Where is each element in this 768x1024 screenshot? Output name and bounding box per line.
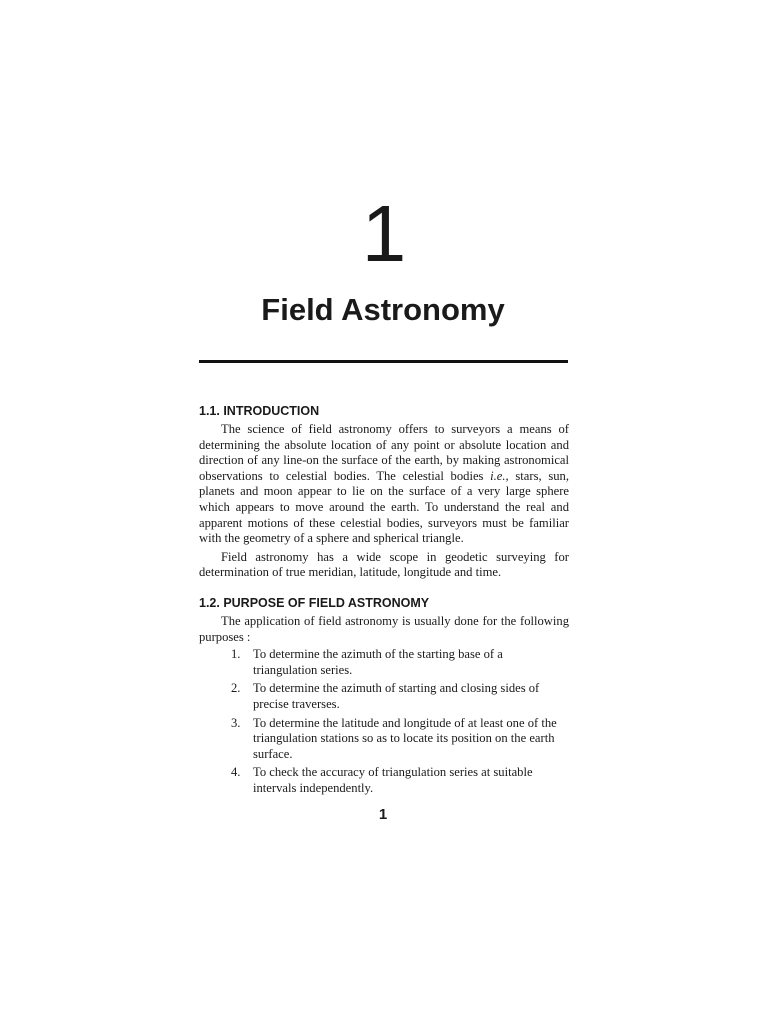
list-item-text: To check the accuracy of triangulation series at suitable intervals independently. bbox=[253, 765, 533, 795]
paragraph-text: The science of field astronomy offers to surveyors a means of determining the absolute location of any point or absolute location and direction of any line-on the surface of the earth, by making astronomical observations to celestial bodies. The celestial bodies bbox=[199, 422, 569, 483]
list-item-number: 3. bbox=[231, 715, 241, 730]
list-item bbox=[199, 681, 569, 712]
list-item-number: 2. bbox=[231, 681, 241, 696]
paragraph-text: stars, sun, planets and moon appear to lie on the surface of a very large sphere which appears to move around the earth. To understand the real and apparent motions of these celestial bodies, surveyors must be familiar with the geometry of a sphere and spherical triangle. bbox=[199, 468, 569, 546]
title-divider bbox=[199, 360, 568, 363]
section-heading-purpose: 1.2. PURPOSE OF FIELD ASTRONOMY bbox=[199, 595, 430, 610]
chapter-number: 1 bbox=[361, 189, 407, 278]
section-heading-introduction: 1.1. INTRODUCTION bbox=[199, 404, 320, 418]
abbreviation-ie: i.e., bbox=[490, 468, 509, 483]
page-number: 1 bbox=[378, 806, 388, 823]
introduction-paragraph-2: Field astronomy has a wide scope in geodetic surveying for determination of true meridian, latitude, longitude and time. bbox=[199, 549, 569, 580]
chapter-title: Field Astronomy bbox=[261, 292, 505, 327]
list-item bbox=[199, 716, 569, 763]
purpose-list bbox=[199, 647, 569, 796]
list-item-text: To determine the azimuth of starting and closing sides of precise traverses. bbox=[253, 681, 540, 711]
introduction-paragraph-1 bbox=[199, 422, 569, 547]
list-item-number: 1. bbox=[231, 647, 241, 662]
list-item bbox=[199, 765, 569, 796]
list-item-text: To determine the latitude and longitude of at least one of the triangulation stations so as to locate its position on the earth surface. bbox=[253, 715, 557, 761]
list-item-text: To determine the azimuth of the starting base of a triangulation series. bbox=[253, 647, 503, 677]
chapter-body bbox=[199, 402, 569, 799]
list-item bbox=[199, 647, 569, 678]
purpose-intro-paragraph: The application of field astronomy is usually done for the following purposes : bbox=[199, 613, 569, 644]
list-item-number: 4. bbox=[231, 765, 241, 780]
